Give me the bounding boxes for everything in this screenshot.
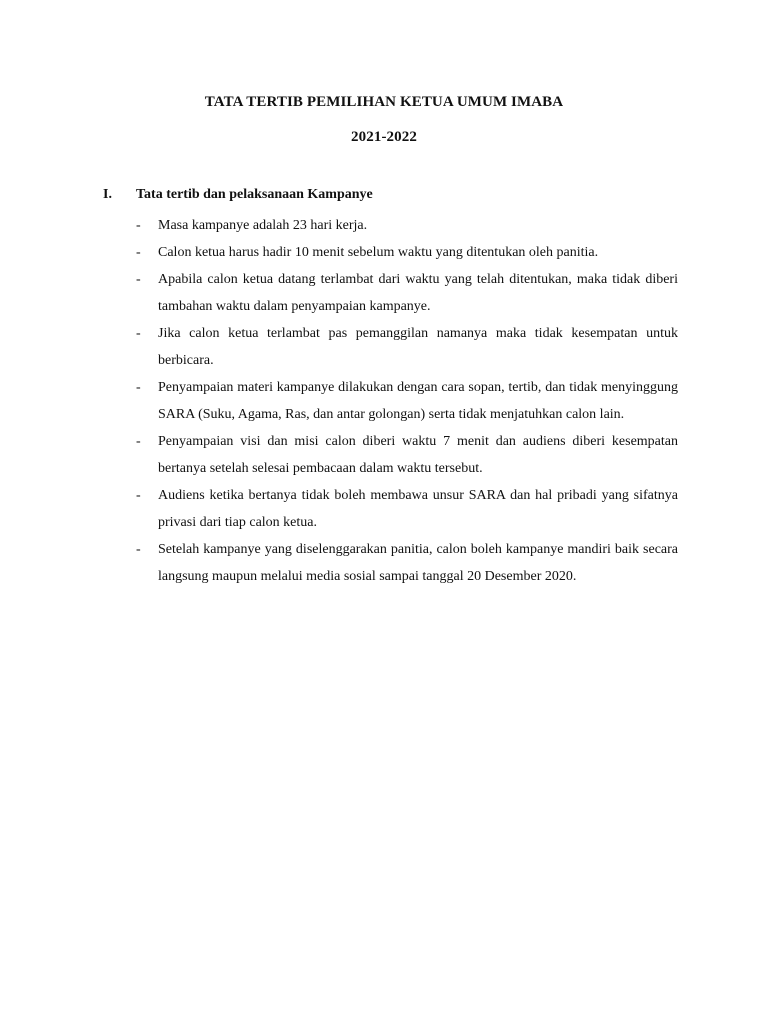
list-item-text: Calon ketua harus hadir 10 menit sebelum waktu yang ditentukan oleh panitia.	[158, 245, 599, 260]
list-item-text: Jika calon ketua terlambat pas pemanggilan namanya maka tidak kesempatan untuk berbicara.	[158, 326, 678, 368]
list-item-text: Apabila calon ketua datang terlambat dari waktu yang telah ditentukan, maka tidak diberi tambahan waktu dalam penyampaian kampanye.	[158, 272, 678, 314]
list-item	[136, 266, 678, 320]
list-item	[136, 212, 678, 239]
list-bullet: -	[136, 326, 141, 341]
list-bullet: -	[136, 380, 141, 395]
list-item-text: Setelah kampanye yang diselenggarakan panitia, calon boleh kampanye mandiri baik secara langsung maupun melalui media sosial sampai tanggal 20 Desember 2020.	[158, 542, 678, 584]
list-item	[136, 428, 678, 482]
list-item-text: Penyampaian materi kampanye dilakukan dengan cara sopan, tertib, dan tidak menyinggung SARA (Suku, Agama, Ras, dan antar golongan) serta tidak menjatuhkan calon lain.	[158, 380, 678, 422]
list-item-text: Penyampaian visi dan misi calon diberi waktu 7 menit dan audiens diberi kesempatan bertanya setelah selesai pembacaan dalam waktu tersebut.	[158, 434, 678, 476]
document-title: TATA TERTIB PEMILIHAN KETUA UMUM IMABA	[204, 94, 564, 110]
list-item-text: Audiens ketika bertanya tidak boleh membawa unsur SARA dan hal pribadi yang sifatnya privasi dari tiap calon ketua.	[158, 488, 678, 530]
list-bullet: -	[136, 542, 141, 557]
section-heading	[103, 187, 683, 203]
list-item	[136, 239, 678, 266]
list-item	[136, 374, 678, 428]
list-bullet: -	[136, 434, 141, 449]
section-heading-text: Tata tertib dan pelaksanaan Kampanye	[136, 187, 373, 202]
rules-list	[136, 212, 678, 590]
list-item	[136, 482, 678, 536]
list-item	[136, 536, 678, 590]
list-bullet: -	[136, 245, 141, 260]
list-item	[136, 320, 678, 374]
list-bullet: -	[136, 488, 141, 503]
section-numeral: I.	[103, 187, 112, 202]
list-item-text: Masa kampanye adalah 23 hari kerja.	[158, 218, 368, 233]
document-subtitle-year: 2021-2022	[351, 129, 417, 145]
list-bullet: -	[136, 218, 141, 233]
list-bullet: -	[136, 272, 141, 287]
